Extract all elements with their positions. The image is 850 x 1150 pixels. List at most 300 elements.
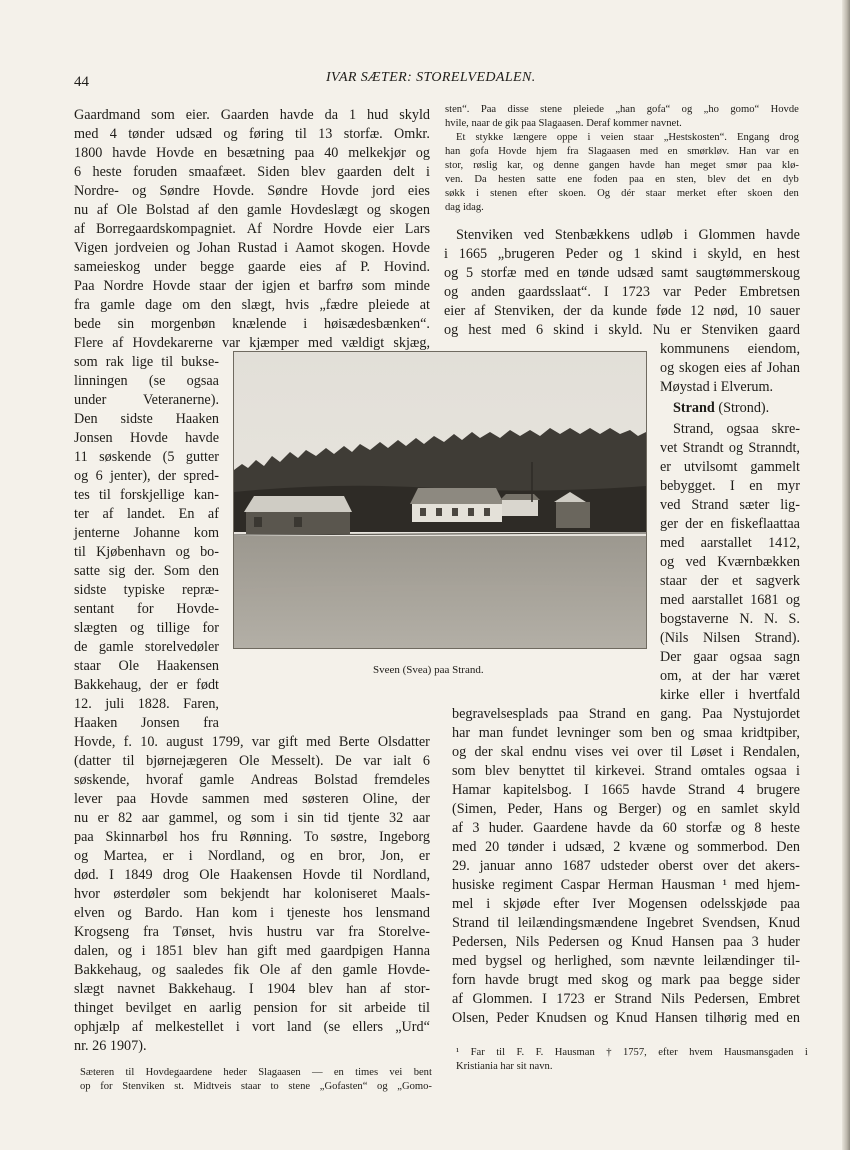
text-line (74, 657, 219, 675)
word: var (765, 146, 780, 157)
word: har (452, 725, 471, 741)
word: herlighed, (554, 953, 612, 969)
word: i (796, 763, 800, 779)
word: er (162, 848, 174, 864)
word: levninger (556, 725, 611, 741)
word: bo- (200, 544, 219, 560)
word: „brugeren (497, 246, 555, 262)
word: Lars (404, 221, 430, 237)
text-line (660, 534, 800, 552)
word: staar (660, 573, 687, 589)
word: Mogensen (628, 896, 688, 912)
word: været (768, 668, 800, 684)
word: Nils (660, 991, 685, 1007)
word: en (333, 1067, 344, 1078)
word: melkekjør (348, 145, 406, 161)
word: gammelt (750, 459, 800, 475)
text-line (74, 980, 430, 998)
word: Gaarden (220, 107, 269, 123)
word: til (161, 354, 174, 370)
word: til (670, 744, 683, 760)
word: paa (116, 791, 137, 807)
word: stor, (445, 160, 464, 171)
word: gofa (469, 146, 489, 157)
word: tid (323, 810, 339, 826)
word: en (752, 246, 767, 262)
word: Ingeborg (379, 829, 430, 845)
word: rak (105, 354, 124, 370)
word: aar (412, 810, 430, 826)
word: af (74, 221, 86, 237)
word: 1 (348, 107, 357, 123)
word: som (183, 886, 208, 902)
word: begge (200, 259, 235, 275)
word: sauer (769, 303, 800, 319)
word: times (355, 1067, 379, 1078)
word: smør (726, 160, 748, 171)
word: slægt, (241, 297, 276, 313)
word: forskjellige (119, 487, 185, 503)
text-line (74, 125, 430, 143)
word: og (151, 962, 166, 978)
word: nu (74, 810, 89, 826)
word: Ole (199, 867, 220, 883)
word: han (445, 146, 461, 157)
word: Iver (592, 896, 616, 912)
word: skjæg, (393, 335, 430, 351)
text-line (452, 724, 800, 742)
word: er (660, 459, 672, 475)
footnote-line (445, 173, 799, 186)
text-line (74, 429, 219, 447)
word: — (311, 1067, 323, 1078)
word: storfæ (480, 265, 517, 281)
word: „fædre (319, 297, 359, 313)
word: elven (74, 905, 105, 921)
text-line (74, 1018, 430, 1036)
word: Stenviken (701, 322, 759, 338)
word: morgenbøn (150, 316, 216, 332)
word: Pedersen, (452, 934, 507, 950)
text-line (74, 505, 219, 523)
word: Hovde (129, 430, 168, 446)
text-line (444, 283, 800, 301)
word: han (664, 160, 681, 171)
word: sider (772, 972, 800, 988)
word: hud (367, 107, 389, 123)
text-line (444, 245, 800, 263)
word: han (227, 943, 248, 959)
word: op (80, 1081, 91, 1092)
word: kirke (660, 687, 690, 703)
word: havde (596, 820, 631, 836)
text-line (452, 762, 800, 780)
word: sameieskog (74, 259, 141, 275)
word: Bardo. (144, 905, 183, 921)
word: landet. (126, 506, 166, 522)
word: udsæd (175, 126, 213, 142)
word: lige (131, 354, 154, 370)
word: minde (394, 278, 430, 294)
word: et (299, 278, 310, 294)
word: leilændingsmændene (517, 915, 638, 931)
text-line (660, 648, 800, 666)
word: aarstallet (691, 592, 743, 608)
word: Pedersen (548, 934, 600, 950)
word: sidste (74, 582, 107, 598)
word: Strand, (673, 421, 714, 437)
word: og (223, 126, 238, 142)
word: kirkevei. (595, 763, 646, 779)
word: hvis (285, 297, 310, 313)
text-line (452, 914, 800, 932)
text-line (74, 486, 219, 504)
word: 1904 (266, 981, 296, 997)
text-line (74, 847, 430, 865)
word: pleiede (573, 104, 604, 115)
word: en (697, 801, 711, 817)
text-line (74, 163, 430, 181)
word: „Hestskosten“. (663, 132, 727, 143)
text-line (660, 591, 800, 609)
word: Johan (197, 240, 231, 256)
word: den (198, 563, 219, 579)
word: nævnte (653, 953, 695, 969)
word: 60 (662, 820, 677, 836)
word: Haaken (74, 715, 118, 731)
word: hest (468, 322, 492, 338)
word: jordveien (115, 240, 169, 256)
word: og (594, 1010, 609, 1026)
word: (Nils (660, 630, 689, 646)
word: fra (203, 715, 219, 731)
footnote-line (80, 1080, 432, 1093)
word: eies (299, 259, 322, 275)
word: Hovde. (212, 183, 255, 199)
word: Der (660, 649, 682, 665)
text-line (673, 420, 800, 438)
word: og (74, 848, 89, 864)
word: 3 (472, 820, 480, 836)
word: Krogseng (74, 924, 130, 940)
word: I (603, 284, 609, 300)
word: skogen. (341, 240, 385, 256)
word: og (681, 104, 693, 115)
word: med (660, 535, 685, 551)
word: gift (257, 943, 277, 959)
word: Hansen (655, 1010, 698, 1026)
word: skog (601, 972, 629, 988)
text-line (74, 619, 219, 637)
word: ene (567, 174, 583, 185)
word: 82 (118, 810, 133, 826)
word: Bolstad (314, 772, 358, 788)
word: i (486, 896, 491, 912)
word: 1681 (750, 592, 779, 608)
word: af (197, 202, 209, 218)
word: bebygget. (660, 478, 716, 494)
word: stykke (475, 132, 504, 143)
word: benyttet (518, 763, 565, 779)
word: igjen (261, 278, 291, 294)
word: var (221, 335, 241, 351)
word: har (282, 886, 301, 902)
word: thinget (74, 1000, 114, 1016)
word: med (567, 972, 593, 988)
word: I (248, 981, 254, 997)
word: i (476, 188, 480, 199)
word: til (294, 126, 307, 142)
word: bukse- (181, 354, 219, 370)
word: N. (739, 611, 754, 627)
word: og (444, 284, 459, 300)
text-line (74, 201, 430, 219)
word: der (157, 468, 177, 484)
word: Jonsen (74, 430, 113, 446)
word: Olsen, (452, 1010, 489, 1026)
word: anno (524, 858, 553, 874)
word: kommunens (660, 341, 730, 357)
word: Paa (701, 706, 723, 722)
word: to (270, 1081, 279, 1092)
word: 1665 (601, 782, 630, 798)
word: en (749, 478, 763, 494)
word: Søndre (267, 183, 308, 199)
word: føring (248, 126, 284, 142)
word: Hovde- (176, 601, 219, 617)
word: er (680, 322, 692, 338)
word: regiment (502, 877, 553, 893)
word: Strand (588, 706, 626, 722)
word: skre- (771, 421, 800, 437)
text-line (660, 686, 800, 704)
word: hustru (266, 924, 303, 940)
word: gomo“ (730, 104, 760, 115)
word: pension (253, 1000, 298, 1016)
word: eller (699, 687, 725, 703)
word: en (788, 146, 799, 157)
word: Sæteren (80, 1067, 115, 1078)
word: af (335, 259, 347, 275)
word: over (637, 744, 663, 760)
word: pleiede (368, 297, 410, 313)
word: Borregaardskompagniet. (95, 221, 236, 237)
word: 13 (318, 126, 333, 142)
word: hvor (74, 886, 101, 902)
word: 6 (95, 468, 103, 484)
text-line (74, 771, 430, 789)
word: Stenviken, (494, 303, 555, 319)
word: Af (246, 221, 262, 237)
word: Nordland, (207, 848, 266, 864)
word: Hansen (671, 934, 715, 950)
word: Ole (238, 753, 260, 769)
word: 1412, (768, 535, 800, 551)
word: kridtpiber, (741, 725, 800, 741)
word: Knud (768, 915, 800, 931)
word: kom (193, 525, 219, 541)
word: heder (223, 1067, 247, 1078)
word: slægt (74, 981, 104, 997)
word: var (662, 284, 682, 300)
text-line (452, 971, 800, 989)
word: gofa“ (646, 104, 671, 115)
text-line (74, 543, 219, 561)
text-line (74, 334, 430, 352)
word: det (737, 174, 751, 185)
word: til (573, 763, 586, 779)
text-line (660, 629, 800, 647)
word: (se (148, 373, 166, 389)
word: 6 (74, 164, 82, 180)
footnote-line (456, 131, 799, 144)
word: i (141, 943, 146, 959)
word: sæter (739, 497, 770, 513)
footnote-line (445, 159, 799, 172)
word: Haakensen (156, 658, 219, 674)
word: udsteder (600, 858, 649, 874)
word: i (587, 132, 591, 143)
word: 32 (389, 810, 404, 826)
word: kvæne (628, 839, 666, 855)
word: tønder (507, 839, 544, 855)
text-line (74, 942, 430, 960)
word: brugere (756, 782, 800, 798)
text-line (452, 743, 800, 761)
word: Stenviken (122, 1081, 165, 1092)
word: Rustad (237, 240, 277, 256)
word: i (284, 240, 289, 256)
word: den (311, 962, 333, 978)
word: som (452, 763, 476, 779)
word: paa (294, 145, 315, 161)
word: juli (105, 696, 125, 712)
word: Gaardmand (74, 107, 141, 123)
text-line (74, 220, 430, 238)
word: Hausman (554, 1047, 595, 1058)
word: og (533, 160, 544, 171)
word: spred- (183, 468, 219, 484)
word: Strand (452, 915, 490, 931)
word: i (730, 744, 735, 760)
text-line (660, 477, 800, 495)
word: repræ- (181, 582, 219, 598)
word: der (149, 677, 169, 693)
word: husiske (452, 877, 495, 893)
word: Svendsen, (701, 915, 760, 931)
word: Paa (74, 278, 95, 294)
word: og (531, 953, 546, 969)
word: Hovde (152, 278, 191, 294)
word: F. (535, 1047, 544, 1058)
word: en (203, 145, 218, 161)
text-line (452, 781, 800, 799)
word: fik (233, 962, 250, 978)
word: eies (724, 360, 747, 376)
text-line (452, 952, 800, 970)
word: der (712, 668, 731, 684)
word: til (497, 915, 510, 931)
word: og (74, 468, 89, 484)
word: fra (348, 924, 364, 940)
word: der (411, 791, 430, 807)
word: 1849 (124, 867, 153, 883)
word: gamle (342, 962, 378, 978)
word: efter (528, 188, 548, 199)
word: søstre, (330, 829, 368, 845)
text-line (452, 819, 800, 837)
word: satte (536, 174, 556, 185)
word: † (606, 1047, 612, 1058)
word: Ingebret (646, 915, 694, 931)
word: saaledes (176, 962, 224, 978)
word: besætning (227, 145, 285, 161)
word: 8 (754, 820, 762, 836)
word: og (680, 725, 695, 741)
word: Hovde (302, 867, 341, 883)
word: vei (389, 1067, 403, 1078)
word: bevilget (125, 1000, 172, 1016)
word: hvem (689, 1047, 713, 1058)
text-line (74, 562, 219, 580)
text-line (660, 340, 800, 358)
word: nu (74, 202, 89, 218)
word: 6 (422, 753, 430, 769)
word: en (786, 1010, 800, 1026)
word: vises (574, 744, 604, 760)
word: 3 (751, 934, 759, 950)
word: 40 (324, 145, 339, 161)
word: en (309, 848, 324, 864)
word: til (74, 544, 86, 560)
word: skyld, (707, 246, 743, 262)
word: paa (780, 896, 800, 912)
word: bogstaverne (660, 611, 729, 627)
word: ellers (352, 1019, 384, 1035)
word: skind (553, 322, 585, 338)
word: koloniseret (314, 886, 378, 902)
word: linningen (74, 373, 128, 389)
footnote-line: dag idag. (445, 202, 484, 213)
word: 2 (613, 839, 621, 855)
word: 6 (536, 322, 544, 338)
word: begravelsesplads (452, 706, 549, 722)
word: Berger) (618, 801, 662, 817)
word: Vigen (74, 240, 108, 256)
word: Hovde (323, 221, 362, 237)
word: gift (278, 734, 298, 750)
word: Hovde (498, 146, 527, 157)
word: gamle (98, 639, 134, 655)
word: en (556, 265, 570, 281)
text-line (74, 904, 430, 922)
word: Jonsen (140, 715, 180, 731)
word: og (280, 848, 295, 864)
page-number: 44 (74, 74, 89, 90)
word: det (738, 858, 756, 874)
word: Paa (480, 104, 497, 115)
word: heste (92, 164, 122, 180)
word: Som (163, 563, 190, 579)
word: eiendom, (747, 341, 800, 357)
word: I (109, 867, 114, 883)
word: og (660, 360, 675, 376)
word: i (734, 687, 739, 703)
word: dér (621, 188, 635, 199)
word: udsæd (617, 265, 654, 281)
word: der (474, 744, 493, 760)
word: østerdøler (113, 886, 171, 902)
